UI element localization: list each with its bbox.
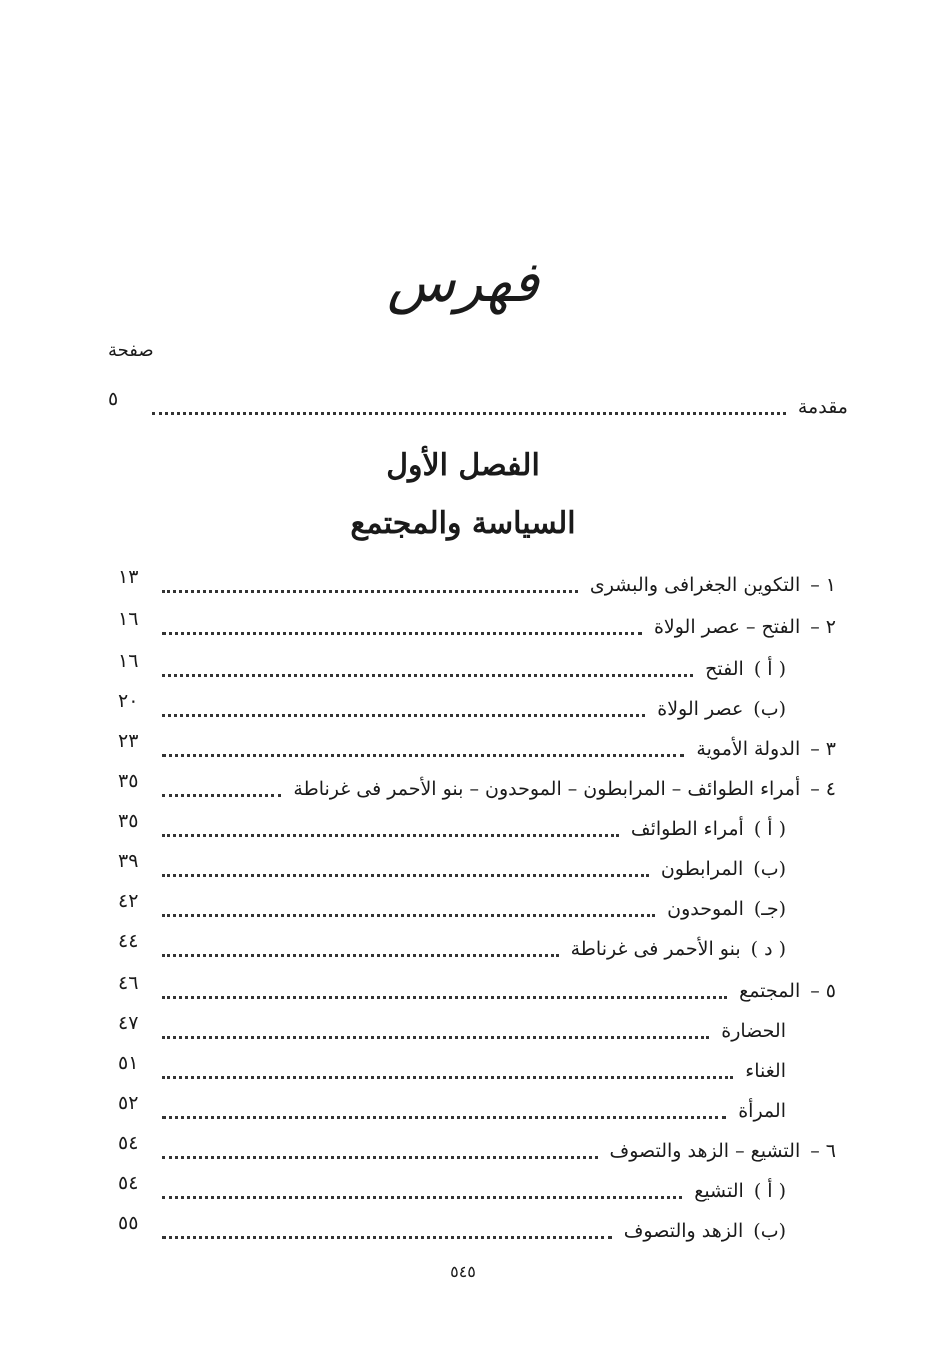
toc-page-number: ٢٠ — [118, 690, 139, 712]
toc-entry-number: ٤ – — [810, 778, 836, 800]
toc-entry-number: ٣ – — [810, 738, 836, 760]
toc-page-number: ٥٤ — [118, 1132, 139, 1154]
toc-row — [118, 1094, 786, 1128]
toc-entry-text: أمراء الطوائف – المرابطون – الموحدون – بنو الأحمر فى غرناطة — [293, 778, 801, 800]
toc-page-number: ٣٥ — [118, 770, 139, 792]
toc-row — [118, 1174, 786, 1208]
chapter-title: الفصل الأول — [386, 448, 540, 483]
toc-entry-number: ( أ ) — [753, 1180, 786, 1202]
toc-entry-number: ( أ ) — [753, 658, 786, 680]
index-title: فهرس — [387, 250, 539, 315]
toc-entry-text: بنو الأحمر فى غرناطة — [570, 938, 741, 960]
toc-row — [118, 892, 786, 926]
toc-entry-text: الفتح — [705, 658, 744, 680]
footer-page-number: ٥٤٥ — [450, 1262, 476, 1281]
toc-row — [118, 932, 786, 966]
toc-entry-number: (جـ) — [753, 898, 786, 920]
dot-leader — [162, 834, 619, 837]
toc-page-number: ١٣ — [118, 566, 139, 588]
toc-entry-text: التشيع – الزهد والتصوف — [609, 1140, 801, 1162]
toc-entry-text: المرابطون — [660, 858, 744, 880]
toc-page-number: ٤٦ — [118, 972, 139, 994]
toc-row — [118, 732, 836, 766]
toc-row — [118, 772, 836, 806]
toc-page-number: ٣٩ — [118, 850, 139, 872]
dot-leader — [162, 590, 578, 593]
toc-entry-text: المجتمع — [739, 980, 801, 1002]
dot-leader — [162, 1076, 733, 1079]
toc-row — [118, 568, 836, 602]
toc-row — [118, 974, 836, 1008]
toc-entry-text: الفتح – عصر الولاة — [653, 616, 801, 638]
toc-entry-text: الدولة الأموية — [696, 738, 801, 760]
toc-page-number: ١٦ — [118, 608, 139, 630]
chapter-subtitle: السياسة والمجتمع — [350, 506, 576, 541]
toc-entry-number: ١ – — [810, 574, 836, 596]
toc-entry-number: ( أ ) — [753, 818, 786, 840]
toc-row — [118, 610, 836, 644]
toc-entry-text: المرأة — [738, 1100, 786, 1122]
toc-entry-number: (ب) — [753, 1220, 786, 1242]
dot-leader — [162, 674, 693, 677]
toc-page-number: ١٦ — [118, 650, 139, 672]
toc-row-intro — [108, 390, 848, 424]
toc-row — [118, 1134, 836, 1168]
dot-leader — [152, 412, 786, 415]
dot-leader — [162, 794, 281, 797]
toc-entry-number: ( د ) — [750, 938, 786, 960]
toc-page-number: ٣٥ — [118, 810, 139, 832]
toc-entry-text: الغناء — [745, 1060, 786, 1082]
toc-row — [118, 652, 786, 686]
toc-page-number: ٤٤ — [118, 930, 139, 952]
toc-row — [118, 1054, 786, 1088]
toc-entry-number: ٥ – — [810, 980, 836, 1002]
toc-entry-number: ٢ – — [810, 616, 836, 638]
toc-entry-text: الموحدون — [667, 898, 744, 920]
toc-row — [118, 1214, 786, 1248]
toc-page-number: ٤٢ — [118, 890, 139, 912]
toc-row — [118, 1014, 786, 1048]
toc-page-number: ٢٣ — [118, 730, 139, 752]
toc-row — [118, 692, 786, 726]
dot-leader — [162, 714, 645, 717]
toc-entry-text: التشيع — [694, 1180, 744, 1202]
dot-leader — [162, 632, 642, 635]
toc-page-number: ٥٥ — [118, 1212, 139, 1234]
toc-page-number: ٥١ — [118, 1052, 139, 1074]
toc-entry-number: (ب) — [753, 698, 786, 720]
toc-entry-text: أمراء الطوائف — [630, 818, 744, 840]
dot-leader — [162, 954, 559, 957]
dot-leader — [162, 1036, 709, 1039]
toc-row — [118, 852, 786, 886]
dot-leader — [162, 1236, 612, 1239]
toc-entry-text: الحضارة — [721, 1020, 786, 1042]
toc-entry-text: الزهد والتصوف — [623, 1220, 744, 1242]
toc-page-number: ٤٧ — [118, 1012, 139, 1034]
dot-leader — [162, 914, 655, 917]
dot-leader — [162, 1196, 682, 1199]
toc-entry-text: التكوين الجغرافى والبشرى — [589, 574, 801, 596]
toc-entry-number: (ب) — [753, 858, 786, 880]
toc-page-number: ٥٤ — [118, 1172, 139, 1194]
dot-leader — [162, 874, 649, 877]
dot-leader — [162, 996, 727, 999]
toc-page-number: ٥ — [108, 388, 119, 410]
toc-entry-text: مقدمة — [797, 396, 848, 418]
toc-entry-number: ٦ – — [810, 1140, 836, 1162]
dot-leader — [162, 754, 684, 757]
dot-leader — [162, 1116, 726, 1119]
toc-row — [118, 812, 786, 846]
dot-leader — [162, 1156, 598, 1159]
toc-page-number: ٥٢ — [118, 1092, 139, 1114]
toc-entry-text: عصر الولاة — [657, 698, 744, 720]
page-column-label: صفحة — [108, 340, 154, 361]
